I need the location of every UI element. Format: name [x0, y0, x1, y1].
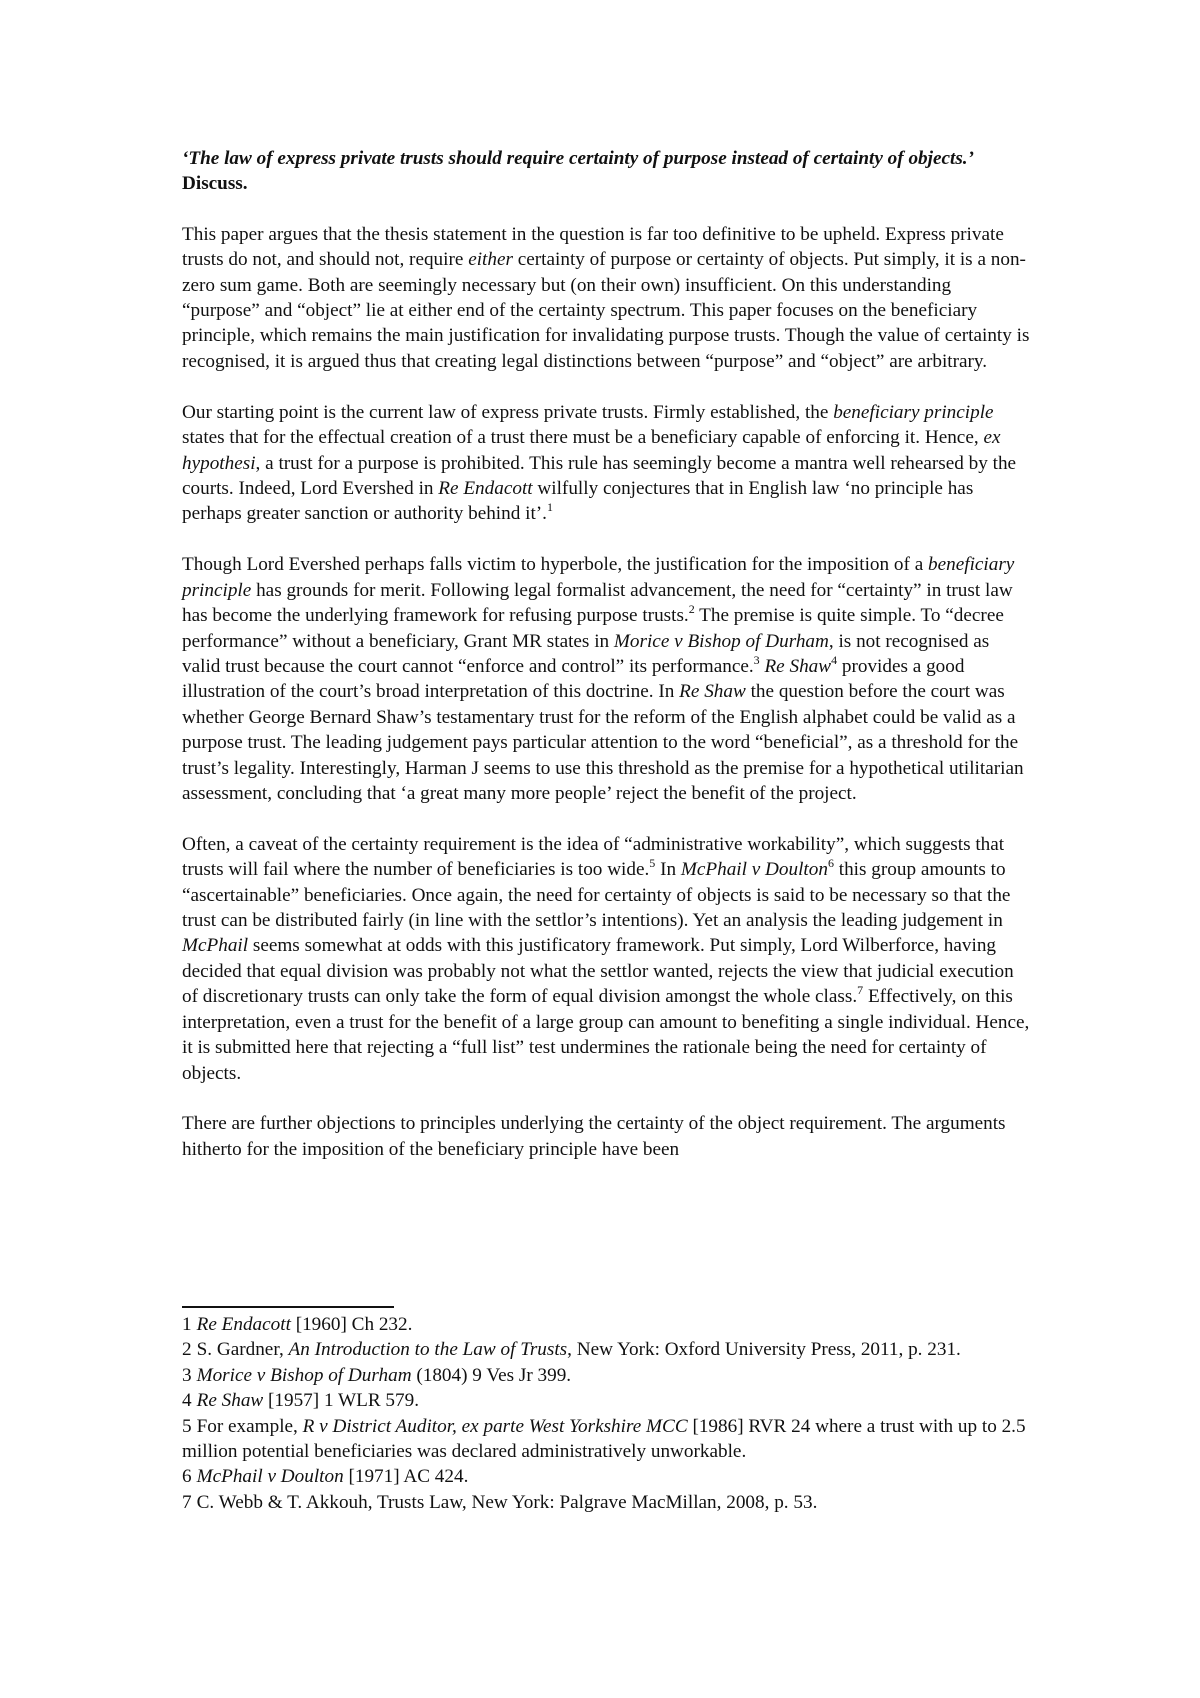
- italic-text: either: [468, 249, 513, 271]
- footnote-separator: [182, 1306, 394, 1308]
- footnote-ref: 6: [827, 855, 834, 870]
- text-run: For example,: [196, 1415, 303, 1437]
- text-run: In: [655, 859, 681, 881]
- italic-text: McPhail: [182, 935, 249, 957]
- paragraph: [182, 1111, 1032, 1162]
- footnote: [182, 1363, 1032, 1388]
- italic-text: Morice v Bishop of Durham: [196, 1364, 412, 1386]
- footnotes: [182, 1312, 1032, 1515]
- text-run: S. Gardner,: [196, 1339, 289, 1361]
- text-run: this group amounts to “ascertainable” beneficiaries. Once again, the need for certainty of objects is said to be necessary so that the trust can be distributed fairly (in line with the settlor’s intentions). Yet an analysis the leading judgement in: [182, 859, 1011, 932]
- footnote-number: 5: [182, 1415, 192, 1437]
- footnote-number: 3: [182, 1364, 192, 1386]
- italic-text: beneficiary principle: [182, 554, 1015, 601]
- text-run: the question before the court was whether George Bernard Shaw’s testamentary trust for the reform of the English alphabet could be valid as a purpose trust. The leading judgement pays particular attention to the word “beneficial”, as a threshold for the trust’s legality. Interestingly, Harman J seems to use this threshold as the premise for a hypothetical utilitarian assessment, concluding that ‘a great many more people’ reject the benefit of the project.: [182, 681, 1024, 804]
- italic-text: Re Endacott: [438, 477, 533, 499]
- paragraph: [182, 832, 1032, 1086]
- italic-text: Re Shaw: [196, 1390, 264, 1412]
- text-run: Often, a caveat of the certainty requirement is the idea of “administrative workability”, which suggests that trusts will fail where the number of beneficiaries is too wide.: [182, 833, 1005, 881]
- document-body: [182, 146, 1032, 1188]
- text-run: [1957] 1 WLR 579.: [263, 1390, 420, 1412]
- text-run: Effectively, on this interpretation, even a trust for the benefit of a large group can amount to benefiting a single individual. Hence, it is submitted here that rejecting a “full list” test undermines the rationale being the need for certainty of objects.: [182, 986, 1030, 1084]
- text-run: seems somewhat at odds with this justificatory framework. Put simply, Lord Wilberforce, having decided that equal division was probably not what the settlor wanted, rejects the view that judicial execution of discretionary trusts can only take the form of equal division amongst the whole class.: [182, 935, 1014, 1008]
- footnote: [182, 1337, 1032, 1362]
- footnote-ref: 5: [649, 855, 656, 870]
- paragraph: [182, 222, 1032, 374]
- text-run: The premise is quite simple. To “decree performance” without a beneficiary, Grant MR states in: [182, 605, 1004, 652]
- essay-question: [182, 146, 1032, 197]
- italic-text: R v District Auditor, ex parte West Yorkshire MCC: [302, 1415, 688, 1437]
- text-run: (1804) 9 Ves Jr 399.: [411, 1364, 572, 1386]
- italic-text: ex hypothesi: [182, 427, 1001, 474]
- footnote: [182, 1464, 1032, 1489]
- footnote-number: 1: [182, 1314, 192, 1335]
- footnote-ref: 3: [753, 652, 760, 667]
- footnote-number: 7: [182, 1491, 192, 1513]
- footnote: [182, 1388, 1032, 1413]
- body-paragraphs: [182, 222, 1032, 1162]
- italic-text: McPhail v Doulton: [680, 859, 828, 881]
- text-run: , New York: Oxford University Press, 2011, p. 231.: [567, 1339, 961, 1361]
- text-run: has grounds for merit. Following legal formalist advancement, the need for “certainty” in trust law has become the underlying framework for refusing purpose trusts.: [182, 579, 1013, 627]
- footnote-ref: 4: [831, 652, 838, 667]
- footnote: [182, 1490, 1032, 1515]
- text-run: [1986] RVR 24 where a trust with up to 2.5 million potential beneficiaries was declared administratively unworkable.: [182, 1415, 1026, 1463]
- footnote-ref: 2: [688, 601, 695, 616]
- question-instruction: Discuss.: [182, 173, 248, 195]
- footnote-number: 6: [182, 1466, 192, 1488]
- text-run: Though Lord Evershed perhaps falls victim to hyperbole, the justification for the imposition of a: [182, 554, 929, 576]
- text-run: [1971] AC 424.: [343, 1466, 469, 1488]
- text-run: , a trust for a purpose is prohibited. This rule has seemingly become a mantra well rehearsed by the courts. Indeed, Lord Evershed in: [182, 452, 1017, 499]
- footnote: [182, 1312, 1032, 1337]
- footnote-ref: 7: [857, 982, 864, 997]
- question-quote: ‘The law of express private trusts should require certainty of purpose instead of certainty of objects.’: [182, 148, 974, 169]
- footnote-ref: 1: [546, 499, 553, 514]
- paragraph: [182, 552, 1032, 806]
- text-run: , is not recognised as valid trust because the court cannot “enforce and control” its performance.: [182, 630, 990, 677]
- footnote-number: 4: [182, 1390, 192, 1412]
- italic-text: McPhail v Doulton: [196, 1466, 344, 1488]
- italic-text: beneficiary principle: [833, 401, 994, 423]
- text-run: Our starting point is the current law of express private trusts. Firmly established, the: [182, 401, 834, 423]
- paragraph: [182, 400, 1032, 527]
- italic-text: Re Shaw: [679, 681, 746, 703]
- footnote: [182, 1414, 1032, 1465]
- footnote-number: 2: [182, 1339, 192, 1361]
- text-run: This paper argues that the thesis statement in the question is far too definitive to be upheld. Express private trusts do not, and should not, require: [182, 223, 1004, 271]
- italic-text: Morice v Bishop of Durham: [613, 630, 829, 652]
- text-run: provides a good illustration of the court’s broad interpretation of this doctrine. In: [182, 655, 965, 703]
- text-run: states that for the effectual creation of a trust there must be a beneficiary capable of enforcing it. Hence,: [182, 427, 984, 449]
- text-run: [1960] Ch 232.: [290, 1314, 413, 1335]
- italic-text: An Introduction to the Law of Trusts: [288, 1339, 568, 1361]
- italic-text: Re Shaw: [764, 655, 832, 677]
- text-run: wilfully conjectures that in English law ‘no principle has perhaps greater sanction or authority behind it’.: [182, 477, 974, 525]
- text-run: There are further objections to principles underlying the certainty of the object requirement. The arguments hitherto for the imposition of the beneficiary principle have been: [182, 1113, 1006, 1160]
- text-run: C. Webb & T. Akkouh, Trusts Law, New York: Palgrave MacMillan, 2008, p. 53.: [196, 1491, 818, 1513]
- italic-text: Re Endacott: [196, 1314, 291, 1335]
- text-run: certainty of purpose or certainty of objects. Put simply, it is a non-zero sum game. Both are seemingly necessary but (on their own) insufficient. On this understanding “purpose” and “object” lie at either end of the certainty spectrum. This paper focuses on the beneficiary principle, which remains the main justification for invalidating purpose trusts. Though the value of certainty is recognised, it is argued thus that creating legal distinctions between “purpose” and “object” are arbitrary.: [182, 249, 1030, 372]
